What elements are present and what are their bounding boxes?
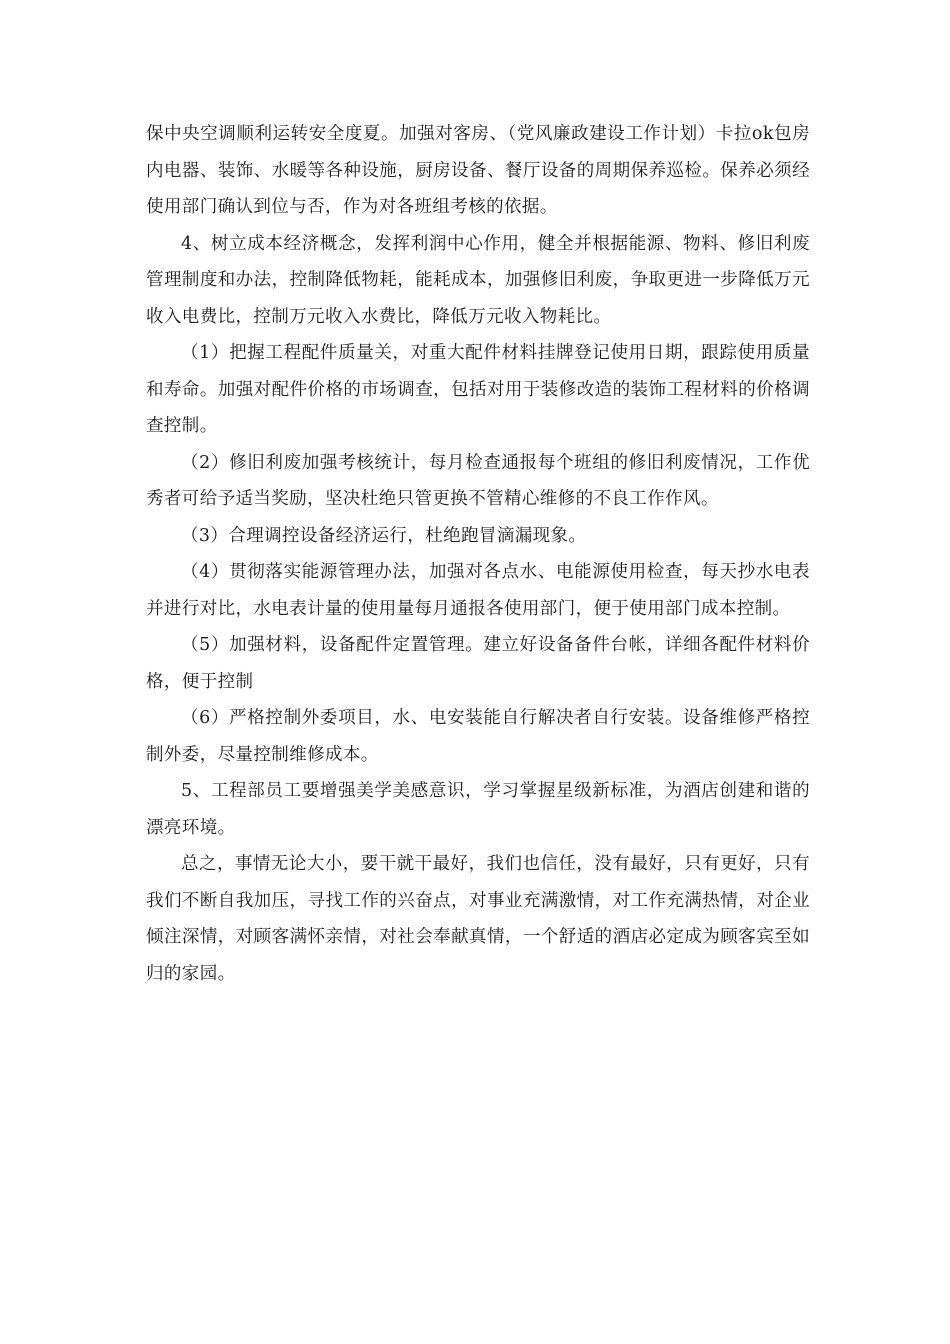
paragraph-subitem-2: （2）修旧利废加强考核统计，每月检查通报每个班组的修旧利废情况，工作优秀者可给予适当奖励，坚决杜绝只管更换不管精心维修的不良工作作风。 bbox=[146, 452, 810, 509]
paragraph-subitem-4: （4）贯彻落实能源管理办法，加强对各点水、电能源使用检查，每天抄水电表并进行对比，水电表计量的使用量每月通报各使用部门，便于使用部门成本控制。 bbox=[146, 562, 810, 619]
paragraph-subitem-5: （5）加强材料，设备配件定置管理。建立好设备备件台帐，详细各配件材料价格，便于控制 bbox=[146, 635, 810, 692]
paragraph-item-4: 4、树立成本经济概念，发挥利润中心作用，健全并根据能源、物料、修旧利废管理制度和办法，控制降低物耗，能耗成本，加强修旧利废，争取更进一步降低万元收入电费比，控制万元收入水费比，降低万元收入物耗比。 bbox=[146, 233, 810, 327]
paragraph-summary: 总之，事情无论大小，要干就干最好，我们也信任，没有最好，只有更好，只有我们不断自我加压，寻找工作的兴奋点，对事业充满激情，对工作充满热情，对企业倾注深情，对顾客满怀亲情，对社会奉献真情，一个舒适的酒店必定成为顾客宾至如归的家园。 bbox=[146, 854, 810, 984]
paragraph-subitem-3: （3）合理调控设备经济运行，杜绝跑冒滴漏现象。 bbox=[181, 525, 587, 546]
paragraph-item-5: 5、工程部员工要增强美学美感意识，学习掌握星级新标准，为酒店创建和谐的漂亮环境。 bbox=[146, 781, 810, 838]
document-body bbox=[146, 116, 810, 992]
paragraph-subitem-6: （6）严格控制外委项目，水、电安装能自行解决者自行安装。设备维修严格控制外委，尽量控制维修成本。 bbox=[146, 708, 810, 765]
paragraph-subitem-1: （1）把握工程配件质量关，对重大配件材料挂牌登记使用日期，跟踪使用质量和寿命。加强对配件价格的市场调查，包括对用于装修改造的装饰工程材料的价格调查控制。 bbox=[146, 343, 810, 436]
paragraph-continued: 保中央空调顺利运转安全度夏。加强对客房、（党风廉政建设工作计划）卡拉ok包房内电器、装饰、水暖等各种设施，厨房设备、餐厅设备的周期保养巡检。保养必须经使用部门确认到位与否，作为对各班组考核的依据。 bbox=[146, 124, 810, 217]
